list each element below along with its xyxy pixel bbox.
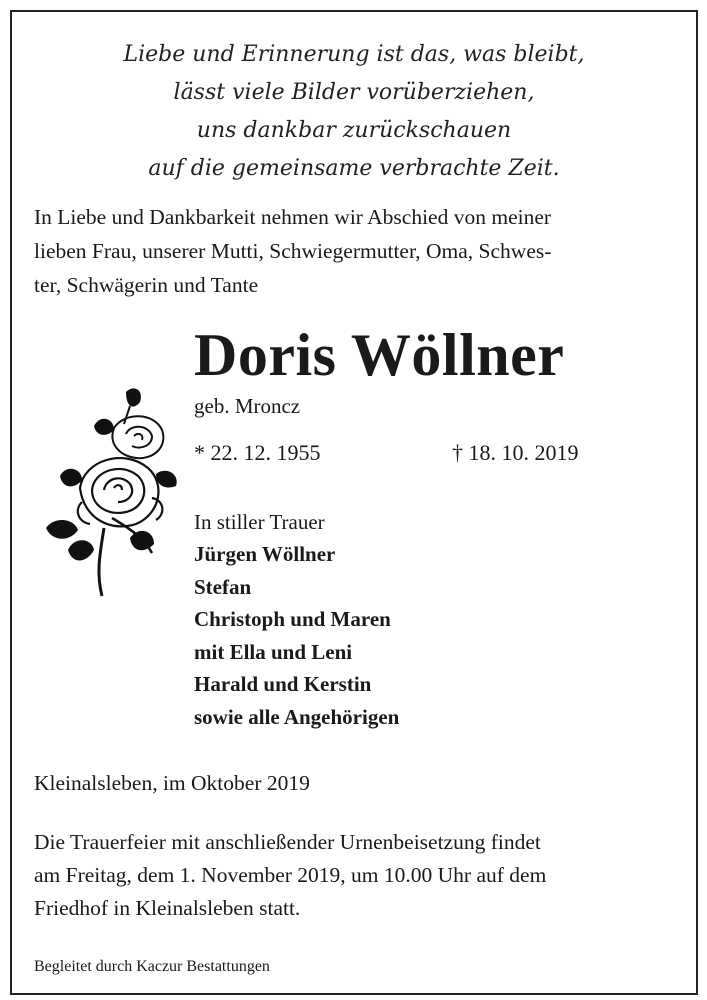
intro-text xyxy=(34,200,674,302)
birth-date: * 22. 12. 1955 xyxy=(194,440,321,465)
mourner-name: mit Ella und Leni xyxy=(194,639,353,664)
ceremony-info xyxy=(34,826,684,925)
mourner-name: Stefan xyxy=(194,574,252,599)
mourner-name: sowie alle Angehörigen xyxy=(194,704,400,729)
rose-icon xyxy=(34,378,184,600)
birth-name: geb. Mroncz xyxy=(194,394,301,418)
obituary-notice xyxy=(10,10,698,995)
deceased-name: Doris Wöllner xyxy=(194,322,565,388)
mourner-name: Harald und Kerstin xyxy=(194,672,372,696)
ceremony-line: Friedhof in Kleinalsleben statt. xyxy=(34,896,301,920)
poem-line: uns dankbar zurückschauen xyxy=(196,118,512,143)
place-date: Kleinalsleben, im Oktober 2019 xyxy=(34,771,310,795)
poem-line: Liebe und Erinnerung ist das, was bleibt, xyxy=(123,42,585,67)
poem-line: auf die gemeinsame verbrachte Zeit. xyxy=(148,156,560,181)
ceremony-line: Die Trauerfeier mit anschließender Urnenbeisetzung findet xyxy=(34,830,541,854)
mourner-list xyxy=(194,538,399,733)
ceremony-line: am Freitag, dem 1. November 2019, um 10.00 Uhr auf dem xyxy=(34,863,547,887)
intro-line: In Liebe und Dankbarkeit nehmen wir Abschied von meiner xyxy=(34,205,552,229)
poem-line: lässt viele Bilder vorüberziehen, xyxy=(173,80,535,105)
mourning-intro: In stiller Trauer xyxy=(194,510,325,534)
mourner-name: Christoph und Maren xyxy=(194,607,391,631)
intro-line: lieben Frau, unserer Mutti, Schwiegermutter, Oma, Schwes- xyxy=(34,239,552,263)
mourner-name: Jürgen Wöllner xyxy=(194,542,336,566)
death-date: † 18. 10. 2019 xyxy=(452,440,579,465)
intro-line: ter, Schwägerin und Tante xyxy=(34,273,259,297)
funeral-home-credit: Begleitet durch Kaczur Bestattungen xyxy=(34,958,270,975)
poem xyxy=(12,36,696,188)
